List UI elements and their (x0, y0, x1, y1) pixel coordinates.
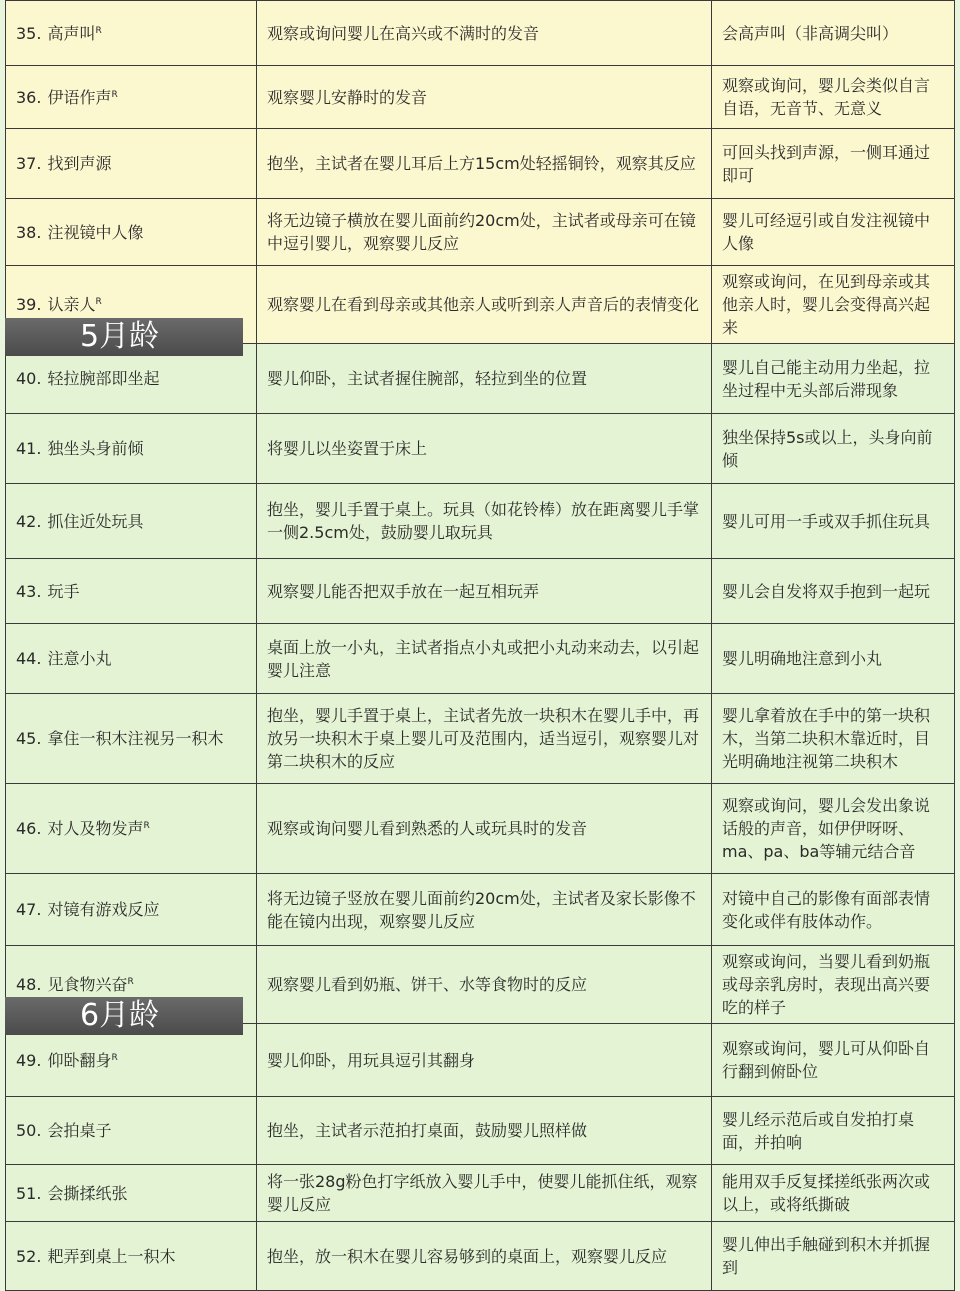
item-cell (6, 1, 257, 66)
method-cell: 观察婴儿看到奶瓶、饼干、水等食物时的反应 (257, 946, 712, 1024)
criteria-cell: 婴儿经示范后或自发拍打桌面，并拍响 (712, 1097, 955, 1165)
criteria-cell: 婴儿自己能主动用力坐起，拉坐过程中无头部后滞现象 (712, 344, 955, 414)
table-row (6, 66, 955, 129)
table-row (6, 484, 955, 559)
item-number: 42. (16, 511, 42, 531)
criteria-cell: 婴儿拿着放在手中的第一块积木，当第二块积木靠近时，目光明确地注视第二块积木 (712, 694, 955, 784)
table-row (6, 1097, 955, 1165)
item-name: 会拍桌子 (47, 1121, 112, 1140)
table-row (6, 1, 955, 66)
item-number: 37. (16, 154, 42, 173)
criteria-cell: 观察或询问，婴儿会发出象说话般的声音，如伊伊呀呀、ma、pa、ba等辅元结合音 (712, 784, 955, 874)
table-row (6, 1165, 955, 1222)
item-cell (6, 414, 257, 484)
item-number: 47. (16, 900, 42, 919)
method-cell: 将无边镜子横放在婴儿面前约20cm处，主试者或母亲可在镜中逗引婴儿，观察婴儿反应 (257, 199, 712, 266)
method-cell: 抱坐，主试者在婴儿耳后上方15cm处轻摇铜铃，观察其反应 (257, 129, 712, 199)
item-number: 43. (16, 581, 42, 601)
item-number: 51. (16, 1183, 42, 1203)
age-label-6-months: 6月龄 (5, 997, 243, 1035)
item-number: 40. (16, 369, 42, 388)
item-name: 对人及物发声 (47, 819, 144, 838)
item-name: 抓住近处玩具 (47, 511, 144, 531)
criteria-cell: 可回头找到声源，一侧耳通过即可 (712, 129, 955, 199)
item-number: 41. (16, 439, 42, 458)
method-cell: 将婴儿以坐姿置于床上 (257, 414, 712, 484)
item-name: 拿住一积木注视另一积木 (47, 729, 224, 748)
item-name: 玩手 (47, 581, 80, 601)
item-number: 44. (16, 649, 42, 668)
criteria-cell: 婴儿伸出手触碰到积木并抓握到 (712, 1222, 955, 1291)
age-label-5-months: 5月龄 (5, 318, 243, 356)
item-number: 52. (16, 1246, 42, 1266)
item-name: 找到声源 (47, 154, 112, 173)
report-marker: R (143, 821, 150, 831)
item-name: 注视镜中人像 (47, 222, 144, 242)
item-cell (6, 1222, 257, 1291)
item-name: 独坐头身前倾 (47, 439, 144, 458)
item-name: 对镜有游戏反应 (47, 900, 160, 919)
criteria-cell: 会高声叫（非高调尖叫） (712, 1, 955, 66)
item-cell (6, 66, 257, 129)
table-row (6, 199, 955, 266)
table-row (6, 414, 955, 484)
criteria-cell: 婴儿可经逗引或自发注视镜中人像 (712, 199, 955, 266)
item-name: 高声叫 (47, 23, 96, 43)
item-name: 见食物兴奋 (47, 975, 128, 994)
item-cell (6, 624, 257, 694)
criteria-cell: 观察或询问，当婴儿看到奶瓶或母亲乳房时，表现出高兴要吃的样子 (712, 946, 955, 1024)
assessment-table (5, 0, 955, 1291)
item-cell (6, 559, 257, 624)
item-cell (6, 694, 257, 784)
criteria-cell: 婴儿会自发将双手抱到一起玩 (712, 559, 955, 624)
item-name: 耙弄到桌上一积木 (47, 1246, 176, 1266)
table-row (6, 1222, 955, 1291)
item-cell (6, 484, 257, 559)
item-name: 伊语作声 (47, 87, 112, 107)
method-cell: 抱坐，主试者示范拍打桌面，鼓励婴儿照样做 (257, 1097, 712, 1165)
method-cell: 抱坐，婴儿手置于桌上，主试者先放一块积木在婴儿手中，再放另一块积木于桌上婴儿可及范围内，适当逗引，观察婴儿对第二块积木的反应 (257, 694, 712, 784)
report-marker: R (111, 89, 118, 100)
item-number: 45. (16, 729, 42, 748)
table-row (6, 129, 955, 199)
method-cell: 将一张28g粉色打字纸放入婴儿手中，使婴儿能抓住纸，观察婴儿反应 (257, 1165, 712, 1222)
item-cell (6, 1097, 257, 1165)
table-row (6, 694, 955, 784)
item-name: 轻拉腕部即坐起 (47, 369, 160, 388)
criteria-cell: 婴儿可用一手或双手抓住玩具 (712, 484, 955, 559)
criteria-cell: 能用双手反复揉搓纸张两次或以上，或将纸撕破 (712, 1165, 955, 1222)
report-marker: R (95, 25, 102, 36)
method-cell: 抱坐，婴儿手置于桌上。玩具（如花铃棒）放在距离婴儿手掌一侧2.5cm处，鼓励婴儿取玩具 (257, 484, 712, 559)
method-cell: 观察婴儿在看到母亲或其他亲人或听到亲人声音后的表情变化 (257, 266, 712, 344)
method-cell: 观察或询问婴儿看到熟悉的人或玩具时的发音 (257, 784, 712, 874)
table-row (6, 624, 955, 694)
criteria-cell: 对镜中自己的影像有面部表情变化或伴有肢体动作。 (712, 874, 955, 946)
report-marker: R (127, 977, 134, 987)
report-marker: R (111, 1052, 118, 1063)
method-cell: 观察婴儿能否把双手放在一起互相玩弄 (257, 559, 712, 624)
item-number: 38. (16, 222, 42, 242)
method-cell: 观察婴儿安静时的发音 (257, 66, 712, 129)
item-number: 36. (16, 87, 42, 107)
item-name: 会撕揉纸张 (47, 1183, 128, 1203)
item-cell (6, 199, 257, 266)
item-number: 35. (16, 23, 42, 43)
item-number: 39. (16, 295, 42, 314)
method-cell: 抱坐，放一积木在婴儿容易够到的桌面上，观察婴儿反应 (257, 1222, 712, 1291)
criteria-cell: 观察或询问，在见到母亲或其他亲人时，婴儿会变得高兴起来 (712, 266, 955, 344)
item-number: 46. (16, 819, 42, 838)
criteria-cell: 婴儿明确地注意到小丸 (712, 624, 955, 694)
criteria-cell: 观察或询问，婴儿可从仰卧自行翻到俯卧位 (712, 1024, 955, 1097)
table-row (6, 559, 955, 624)
criteria-cell: 独坐保持5s或以上，头身向前倾 (712, 414, 955, 484)
report-marker: R (95, 297, 102, 307)
table-row (6, 874, 955, 946)
method-cell: 桌面上放一小丸，主试者指点小丸或把小丸动来动去，以引起婴儿注意 (257, 624, 712, 694)
item-number: 50. (16, 1121, 42, 1140)
item-cell (6, 784, 257, 874)
method-cell: 将无边镜子竖放在婴儿面前约20cm处，主试者及家长影像不能在镜内出现，观察婴儿反应 (257, 874, 712, 946)
item-name: 注意小丸 (47, 649, 112, 668)
assessment-table-body (6, 1, 955, 1291)
method-cell: 婴儿仰卧，主试者握住腕部，轻拉到坐的位置 (257, 344, 712, 414)
method-cell: 观察或询问婴儿在高兴或不满时的发音 (257, 1, 712, 66)
method-cell: 婴儿仰卧，用玩具逗引其翻身 (257, 1024, 712, 1097)
item-number: 48. (16, 975, 42, 994)
item-number: 49. (16, 1050, 42, 1070)
table-row (6, 784, 955, 874)
item-name: 认亲人 (47, 295, 96, 314)
item-cell (6, 874, 257, 946)
item-name: 仰卧翻身 (47, 1050, 112, 1070)
criteria-cell: 观察或询问，婴儿会类似自言自语，无音节、无意义 (712, 66, 955, 129)
item-cell (6, 1165, 257, 1222)
item-cell (6, 129, 257, 199)
